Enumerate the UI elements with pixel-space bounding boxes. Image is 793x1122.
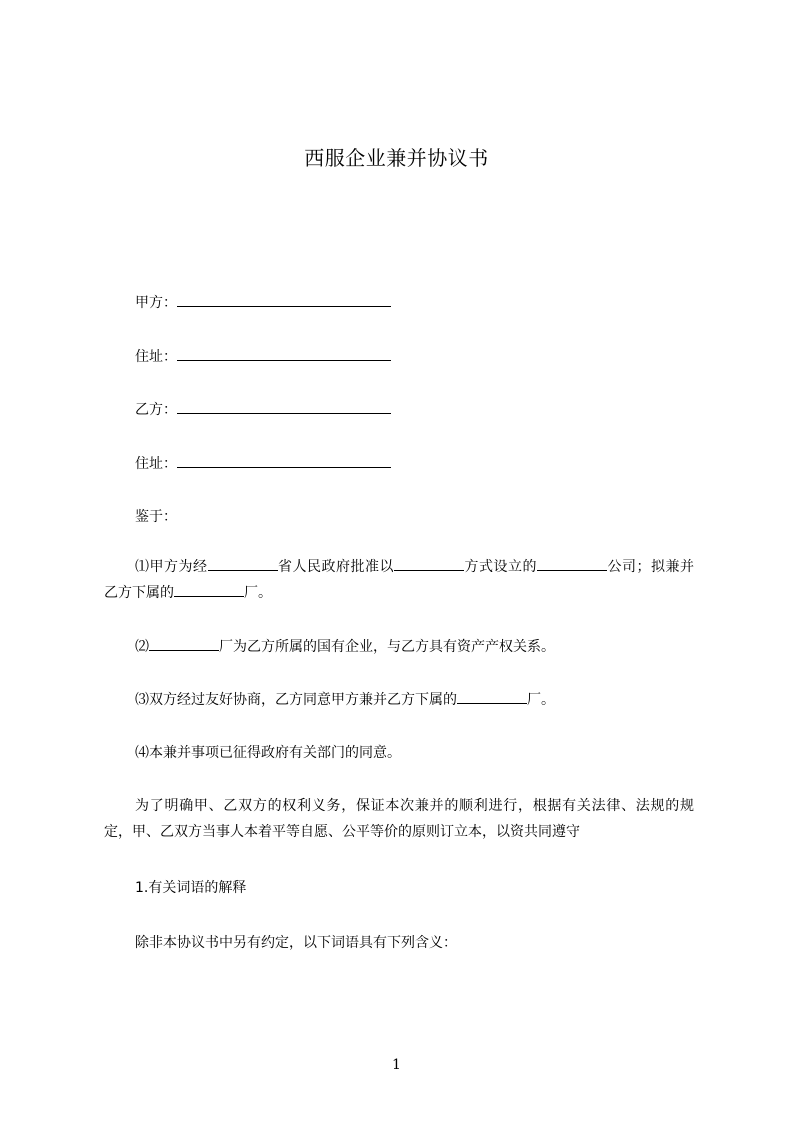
clause-1-part-2: 省人民政府批准以 — [277, 559, 394, 575]
clause-2 — [104, 634, 694, 660]
clause-3 — [104, 687, 694, 713]
page-number: 1 — [392, 1057, 401, 1073]
clause-2-part-2: 厂为乙方所属的国有企业，与乙方具有资产产权关系。 — [219, 639, 555, 655]
clause-1-part-1: ⑴甲方为经 — [135, 559, 208, 575]
party-a-address-line — [135, 346, 391, 366]
clause-1-part-4: 公司；拟兼并乙方下属的 — [104, 559, 694, 601]
clause-4: ⑷本兼并事项已征得政府有关部门的同意。 — [135, 745, 401, 761]
clause-3-part-2: 厂。 — [527, 692, 555, 708]
clause-3-blank-factory — [457, 689, 527, 704]
document-title: 西服企业兼并协议书 — [304, 146, 489, 170]
purpose-paragraph: 为了明确甲、乙双方的权利义务，保证本次兼并的顺利进行，根据有关法律、法规的规定，甲、乙双方当事人本着平等自愿、公平等价的原则订立本，以资共同遵守 — [104, 798, 694, 840]
party-b-address-line — [135, 453, 391, 473]
clause-3-part-1: ⑶双方经过友好协商，乙方同意甲方兼并乙方下属的 — [135, 692, 457, 708]
clause-2-part-1: ⑵ — [135, 639, 149, 655]
party-b-address-blank — [177, 453, 391, 468]
party-b-address-label: 住址： — [135, 456, 177, 472]
clause-1-part-3: 方式设立的 — [464, 559, 537, 575]
section-1-heading: 1.有关词语的解释 — [135, 880, 247, 896]
party-a-address-blank — [177, 346, 391, 361]
party-a-label: 甲方： — [135, 295, 177, 311]
whereas-label: 鉴于： — [135, 509, 177, 525]
clause-1-part-5: 厂。 — [244, 585, 272, 601]
clause-1 — [104, 554, 694, 606]
clause-2-blank-factory — [149, 636, 219, 651]
party-a-blank — [177, 292, 391, 307]
clause-1-blank-factory — [174, 582, 244, 597]
party-b-blank — [177, 399, 391, 414]
clause-1-blank-province — [208, 556, 278, 571]
party-b-label: 乙方： — [135, 402, 177, 418]
definitions-intro: 除非本协议书中另有约定，以下词语具有下列含义： — [135, 935, 457, 951]
party-a-address-label: 住址： — [135, 349, 177, 365]
party-b-line — [135, 399, 391, 419]
party-a-line — [135, 292, 391, 312]
clause-1-blank-company — [537, 556, 607, 571]
clause-1-blank-method — [394, 556, 464, 571]
